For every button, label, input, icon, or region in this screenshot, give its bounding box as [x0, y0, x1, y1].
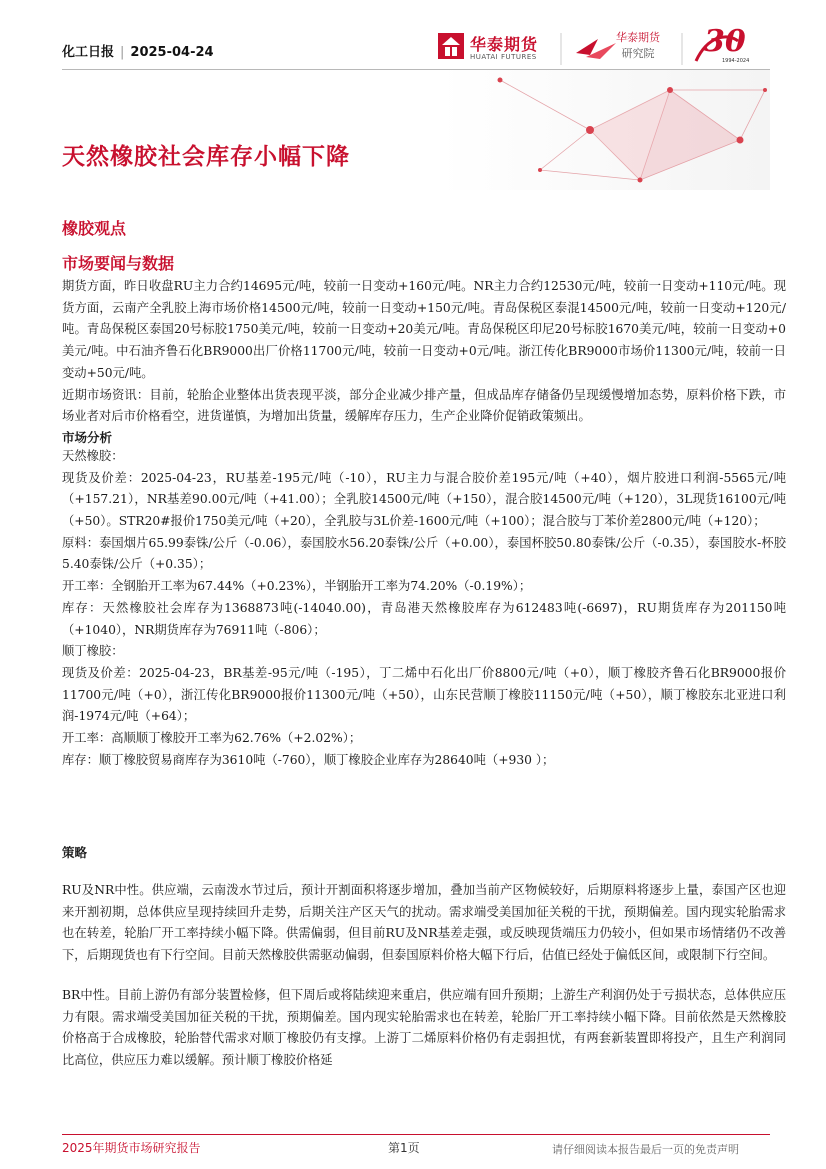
footer-report-name: 2025年期货市场研究报告: [62, 1141, 201, 1155]
logo-emblem-icon: [438, 33, 464, 59]
brand-cn: 华泰期货: [470, 35, 539, 54]
institute-name: 华泰期货 研究院: [616, 31, 660, 60]
analysis-line: 开工率：高顺顺丁橡胶开工率为62.76%（+2.02%）；: [62, 731, 362, 746]
analysis-line: 开工率：全钢胎开工率为67.44%（+0.23%），半钢胎开工率为74.20%（-0.19%）；: [62, 579, 532, 594]
section-strategy: 策略: [62, 845, 88, 860]
strategy-body: [62, 880, 786, 1072]
section-analysis: 市场分析: [62, 429, 113, 445]
analysis-line: 原料：泰国烟片65.99泰铢/公斤（-0.06），泰国胶水56.20泰铢/公斤（+0.00），泰国杯胶50.80泰铢/公斤（-0.35），泰国胶水-杯胶5.40泰铢/公斤（+0.35）；: [62, 535, 786, 572]
news-paragraph-1: 期货方面，昨日收盘RU主力合约14695元/吨，较前一日变动+160元/吨。NR主力合约12530元/吨，较前一日变动+110元/吨。现货方面，云南产全乳胶上海市场价格14500元/吨，较前一日变动+150元/吨。青岛保税区泰混14500元/吨，较前一日变动+120元/吨。青岛保税区泰国20号标胶1750美元/吨，较前一日变动+20美元/吨。青岛保税区印尼20号标胶1670美元/吨，较前一日变动+0美元/吨。中石油齐鲁石化BR9000出厂价格11700元/吨，较前一日变动+0元/吨。浙江传化BR9000市场价11300元/吨，较前一日变动+50元/吨。: [62, 279, 786, 380]
analysis-line: 现货及价差：2025-04-23，RU基差-195元/吨（-10），RU主力与混合胶价差195元/吨（+40），烟片胶进口利润-5565元/吨（+157.21），NR基差90.00元/吨（+41.00）；全乳胶14500元/吨（+150），混合胶14500元/吨（+120），3L现货16100元/吨（+50）。STR20#报价1750美元/吨（+20），全乳胶与3L价差-1600元/吨（+100）；混合胶与丁苯价差2800元/吨（+120）；: [62, 470, 786, 529]
footer-divider: [62, 1134, 770, 1135]
news-body: [62, 276, 786, 771]
strategy-paragraph-2: BR中性。目前上游仍有部分装置检修，但下周后或将陆续迎来重启，供应端有回升预期；上游生产利润仍处于亏损状态，总体供应压力有限。需求端受美国加征关税的干扰，预期偏差。国内现实轮胎需求也在转差，轮胎厂开工率持续小幅下降。目前依然是天然橡胶价格高于合成橡胶，轮胎替代需求对顺丁橡胶仍有支撑。上游丁二烯原料价格仍有走弱担忧，有两套新装置即将投产，且生产利润同比高位，供应压力难以缓解。预计顺丁橡胶价格延: [62, 987, 786, 1067]
analysis-line: 天然橡胶：: [62, 448, 124, 463]
report-header: 化工日报 | 2025-04-24: [62, 45, 214, 60]
page-title: 天然橡胶社会库存小幅下降: [62, 144, 350, 170]
section-market-news: 市场要闻与数据: [62, 254, 175, 273]
analysis-line: 顺丁橡胶：: [62, 644, 124, 659]
analysis-line: 库存：天然橡胶社会库存为1368873吨(-14040.00)，青岛港天然橡胶库存为612483吨(-6697)，RU期货库存为201150吨（+1040），NR期货库存为76911吨（-806）；: [62, 600, 786, 637]
analysis-line: 库存：顺丁橡胶贸易商库存为3610吨（-760），顺丁橡胶企业库存为28640吨（+930 ）；: [62, 752, 555, 767]
section-viewpoint: 橡胶观点: [62, 219, 127, 238]
page-number: 第1页: [388, 1141, 420, 1155]
report-type: 化工日报: [62, 45, 115, 60]
strategy-paragraph-1: RU及NR中性。供应端，云南泼水节过后，预计开割面积将逐步增加，叠加当前产区物候较好，后期原料将逐步上量，泰国产区也迎来开割初期，总体供应呈现持续回升走势，后期关注产区天气的扰动。需求端受美国加征关税的干扰，预期偏差。国内现实轮胎需求也在转差，轮胎厂开工率持续小幅下降。供需偏弱，但目前RU及NR基差走强，或反映现货端压力仍较小，但如果市场情绪仍不改善下，后期现货也有下行空间。目前天然橡胶供需驱动偏弱，但泰国原料价格大幅下行后，估值已经处于偏低区间，或限制下行空间。: [62, 883, 786, 963]
disclaimer-note: 请仔细阅读本报告最后一页的免责声明: [552, 1143, 739, 1156]
brand-en: HUATAI FUTURES: [470, 53, 537, 61]
report-date: 2025-04-24: [130, 45, 214, 60]
analysis-line: 现货及价差：2025-04-23，BR基差-95元/吨（-195），丁二烯中石化出厂价8800元/吨（+0），顺丁橡胶齐鲁石化BR9000报价11700元/吨（+0），浙江传化BR9000报价11300元/吨（+50），山东民营顺丁橡胶11150元/吨（+50），顺丁橡胶东北亚进口利润-1974元/吨（+64）；: [62, 665, 786, 724]
bird-logo-icon: [576, 39, 598, 55]
network-banner-graphic: [440, 70, 770, 190]
anniversary-years: 1994-2024: [722, 58, 750, 64]
news-paragraph-2: 近期市场资讯：目前，轮胎企业整体出货表现平淡，部分企业减少排产量，但成品库存储备仍呈现缓慢增加态势，原料价格下跌，市场业者对后市价格看空，进货谨慎，为增加出货量，缓解库存压力，生产企业降价促销政策频出。: [62, 387, 786, 424]
anniversary-number: 30: [704, 24, 746, 59]
